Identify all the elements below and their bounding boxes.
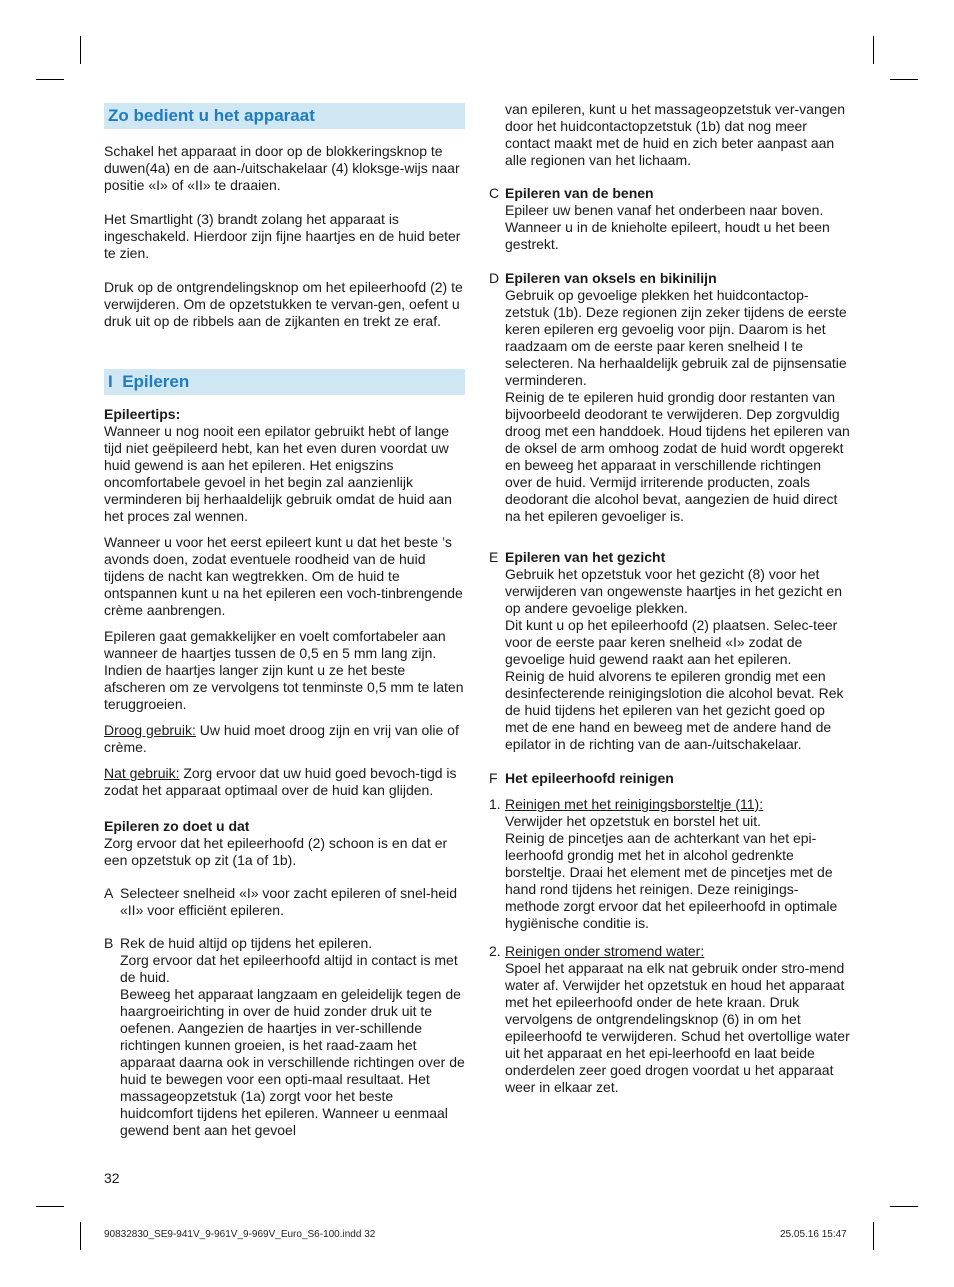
paragraph: Spoel het apparaat na elk nat gebruik onder stro-mend water af. Verwijder het opzetstuk en houd het apparaat met het epileerhoofd onder de hete kraan. Druk vervolgens de ontgrendelingsknop (6) in om het epileerhoofd te verwijderen. Schud het overtollige water uit het apparaat en het epi-leerhoofd en laat beide onderdelen zeer goed drogen voordat u het apparaat weer in elkaar zet. bbox=[505, 960, 850, 1095]
paragraph: Zorg ervoor dat het epileerhoofd (2) schoon is en dat er een opzetstuk op zit (1a of 1b). bbox=[104, 835, 448, 868]
section-number: I bbox=[108, 372, 113, 391]
wet-use-text: Zorg ervoor dat uw huid goed bevoch-tigd is zodat het apparaat optimaal over de huid kan glijden. bbox=[104, 765, 457, 798]
left-column bbox=[104, 103, 465, 1139]
step-letter: A bbox=[104, 885, 114, 901]
paragraph: Zorg ervoor dat het epileerhoofd altijd in contact is met de huid. bbox=[120, 952, 458, 985]
crop-mark bbox=[80, 1222, 81, 1250]
section-c bbox=[489, 185, 851, 253]
paragraph: Gebruik het opzetstuk voor het gezicht (8) voor het verwijderen van ongewenste haartjes in het gezicht en op andere gevoelige plekken. bbox=[505, 566, 842, 616]
crop-mark bbox=[36, 79, 64, 80]
paragraph: Verwijder het opzetstuk en borstel het uit. bbox=[505, 813, 762, 829]
section-letter: E bbox=[489, 549, 499, 565]
step-letter: B bbox=[104, 935, 114, 951]
step-b bbox=[104, 935, 465, 1139]
cleaning-step-1 bbox=[489, 796, 851, 932]
paragraph: Rek de huid altijd op tijdens het epileren. bbox=[120, 935, 373, 951]
subheading: Epileren van oksels en bikinilijn bbox=[505, 270, 717, 286]
subheading: Het epileerhoofd reinigen bbox=[505, 770, 674, 786]
step-a bbox=[104, 885, 465, 919]
subheading: Epileertips: bbox=[104, 406, 181, 422]
paragraph: Het Smartlight (3) brandt zolang het apparaat is ingeschakeld. Hierdoor zijn fijne haartjes en de huid beter te zien. bbox=[104, 211, 461, 261]
paragraph: Reinig de huid alvorens te epileren grondig met een desinfecterende reinigingslotion die alcohol bevat. Rek de huid tijdens het epileren van het gezicht goed op met de ene hand en beweeg met de andere hand de epilator in de richting van de aan-/uitschakelaar. bbox=[505, 668, 844, 752]
step-title: Reinigen onder stromend water: bbox=[505, 943, 705, 959]
paragraph: Epileer uw benen vanaf het onderbeen naar boven. Wanneer u in de knieholte epileert, houdt u het been gestrekt. bbox=[505, 202, 830, 252]
footer-date: 25.05.16 15:47 bbox=[780, 1229, 847, 1240]
cleaning-step-2 bbox=[489, 943, 851, 1096]
section-letter: C bbox=[489, 185, 500, 201]
step-number: 1. bbox=[489, 796, 501, 812]
paragraph: Dit kunt u op het epileerhoofd (2) plaatsen. Selec-teer voor de eerste paar keren snelheid «I» zodat de gevoelige huid gewend raakt aan het epileren. bbox=[505, 617, 838, 667]
dry-use-text: Uw huid moet droog zijn en vrij van olie of crème. bbox=[104, 722, 459, 755]
section-letter: D bbox=[489, 270, 500, 286]
page-number: 32 bbox=[104, 1170, 120, 1186]
crop-mark bbox=[80, 36, 81, 64]
section-heading-operation bbox=[104, 103, 465, 129]
footer-file-info: 90832830_SE9-941V_9-961V_9-969V_Euro_S6-100.indd 32 bbox=[104, 1229, 376, 1240]
paragraph: Schakel het apparaat in door op de blokkeringsknop te duwen(4a) en de aan-/uitschakelaar (4) kloksge-wijs naar positie «I» of «II» te draaien. bbox=[104, 143, 460, 193]
paragraph: Wanneer u voor het eerst epileert kunt u dat het beste ’s avonds doen, zodat eventuele roodheid van de huid tijdens de nacht kan wegtrekken. Om de huid te ontspannen kunt u na het epileren een voch-tinbrengende crème aanbrengen. bbox=[104, 534, 463, 618]
paragraph: van epileren, kunt u het massageopzetstuk ver-vangen door het huidcontactopzetstuk (1b) dat nog meer contact maakt met de huid en zich beter aanpast aan alle regionen van het lichaam. bbox=[505, 101, 846, 168]
crop-mark bbox=[873, 36, 874, 64]
paragraph: Epileren gaat gemakkelijker en voelt comfortabeler aan wanneer de haartjes tussen de 0,5 en 5 mm lang zijn. Indien de haartjes langer zijn kunt u ze het beste afscheren om ze vervolgens tot tenminste 0,5 mm te laten teruggroeien. bbox=[104, 628, 464, 712]
crop-mark bbox=[890, 79, 918, 80]
section-f bbox=[489, 770, 851, 787]
paragraph: Wanneer u nog nooit een epilator gebruikt hebt of lange tijd niet geëpileerd hebt, kan het even duren voordat uw huid gewend is aan het epileren. Het enigszins oncomfortabele gevoel in het begin zal aanzienlijk verminderen bij herhaaldelijk gebruik omdat de huid aan het proces zal wennen. bbox=[104, 423, 452, 524]
crop-mark bbox=[36, 1206, 64, 1207]
heading-text: Epileren bbox=[122, 372, 190, 391]
right-column bbox=[489, 101, 851, 1096]
crop-mark bbox=[890, 1206, 918, 1207]
paragraph: Selecteer snelheid «I» voor zacht epileren of snel-heid «II» voor efficiënt epileren. bbox=[120, 885, 457, 918]
wet-use-label: Nat gebruik: bbox=[104, 765, 180, 781]
heading-text: Zo bedient u het apparaat bbox=[108, 106, 315, 125]
step-number: 2. bbox=[489, 943, 501, 959]
dry-use-label: Droog gebruik: bbox=[104, 722, 196, 738]
crop-mark bbox=[873, 1222, 874, 1250]
paragraph: Reinig de te epileren huid grondig door restanten van bijvoorbeeld deodorant te verwijderen. Dep zorgvuldig droog met een handdoek. Houd tijdens het epileren van de oksel de arm omhoog zodat de huid wordt opgerekt en beweeg het apparaat in verschillende richtingen over de huid. Vermijd irriterende producten, zoals deodorant die alcohol bevat, aangezien de huid direct na het epileren gevoeliger is. bbox=[505, 389, 850, 524]
paragraph: Reinig de pincetjes aan de achterkant van het epi-leerhoofd grondig met het in alcohol gedrenkte borsteltje. Draai het element met de pincetjes met de hand rond tijdens het reinigen. Deze reinigings-methode zorgt ervoor dat het epileerhoofd in optimale hygiënische conditie is. bbox=[505, 830, 838, 931]
section-heading-epilating bbox=[104, 369, 465, 395]
subheading: Epileren zo doet u dat bbox=[104, 818, 250, 834]
paragraph: Druk op de ontgrendelingsknop om het epileerhoofd (2) te verwijderen. Om de opzetstukken te vervan-gen, oefent u druk uit op de ribbels aan de zijkanten en trekt ze eraf. bbox=[104, 279, 463, 329]
paragraph: Beweeg het apparaat langzaam en geleidelijk tegen de haargroeirichting in over de huid zonder druk uit te oefenen. Aangezien de haartjes in ver-schillende richtingen kunnen groeien, is het raad-zaam het apparaat daarna ook in verschillende richtingen over de huid te bewegen voor een opti-maal resultaat. Het massageopzetstuk (1a) zorgt voor het beste huidcomfort tijdens het epileren. Wanneer u eenmaal gewend bent aan het gevoel bbox=[120, 986, 465, 1138]
subheading: Epileren van de benen bbox=[505, 185, 654, 201]
paragraph-dry-use bbox=[104, 722, 465, 756]
section-e bbox=[489, 549, 851, 753]
section-letter: F bbox=[489, 770, 498, 786]
section-d bbox=[489, 270, 851, 525]
subheading: Epileren van het gezicht bbox=[505, 549, 666, 565]
paragraph: Gebruik op gevoelige plekken het huidcontactop-zetstuk (1b). Deze regionen zijn zeker tijdens de eerste keren epileren erg gevoelig voor pijn. Daarom is het raadzaam om de eerste paar keren snelheid I te selecteren. Na herhaaldelijk gebruik zal de pijnsensatie verminderen. bbox=[505, 287, 847, 388]
paragraph-wet-use bbox=[104, 765, 465, 799]
step-title: Reinigen met het reinigingsborsteltje (11): bbox=[505, 796, 764, 812]
